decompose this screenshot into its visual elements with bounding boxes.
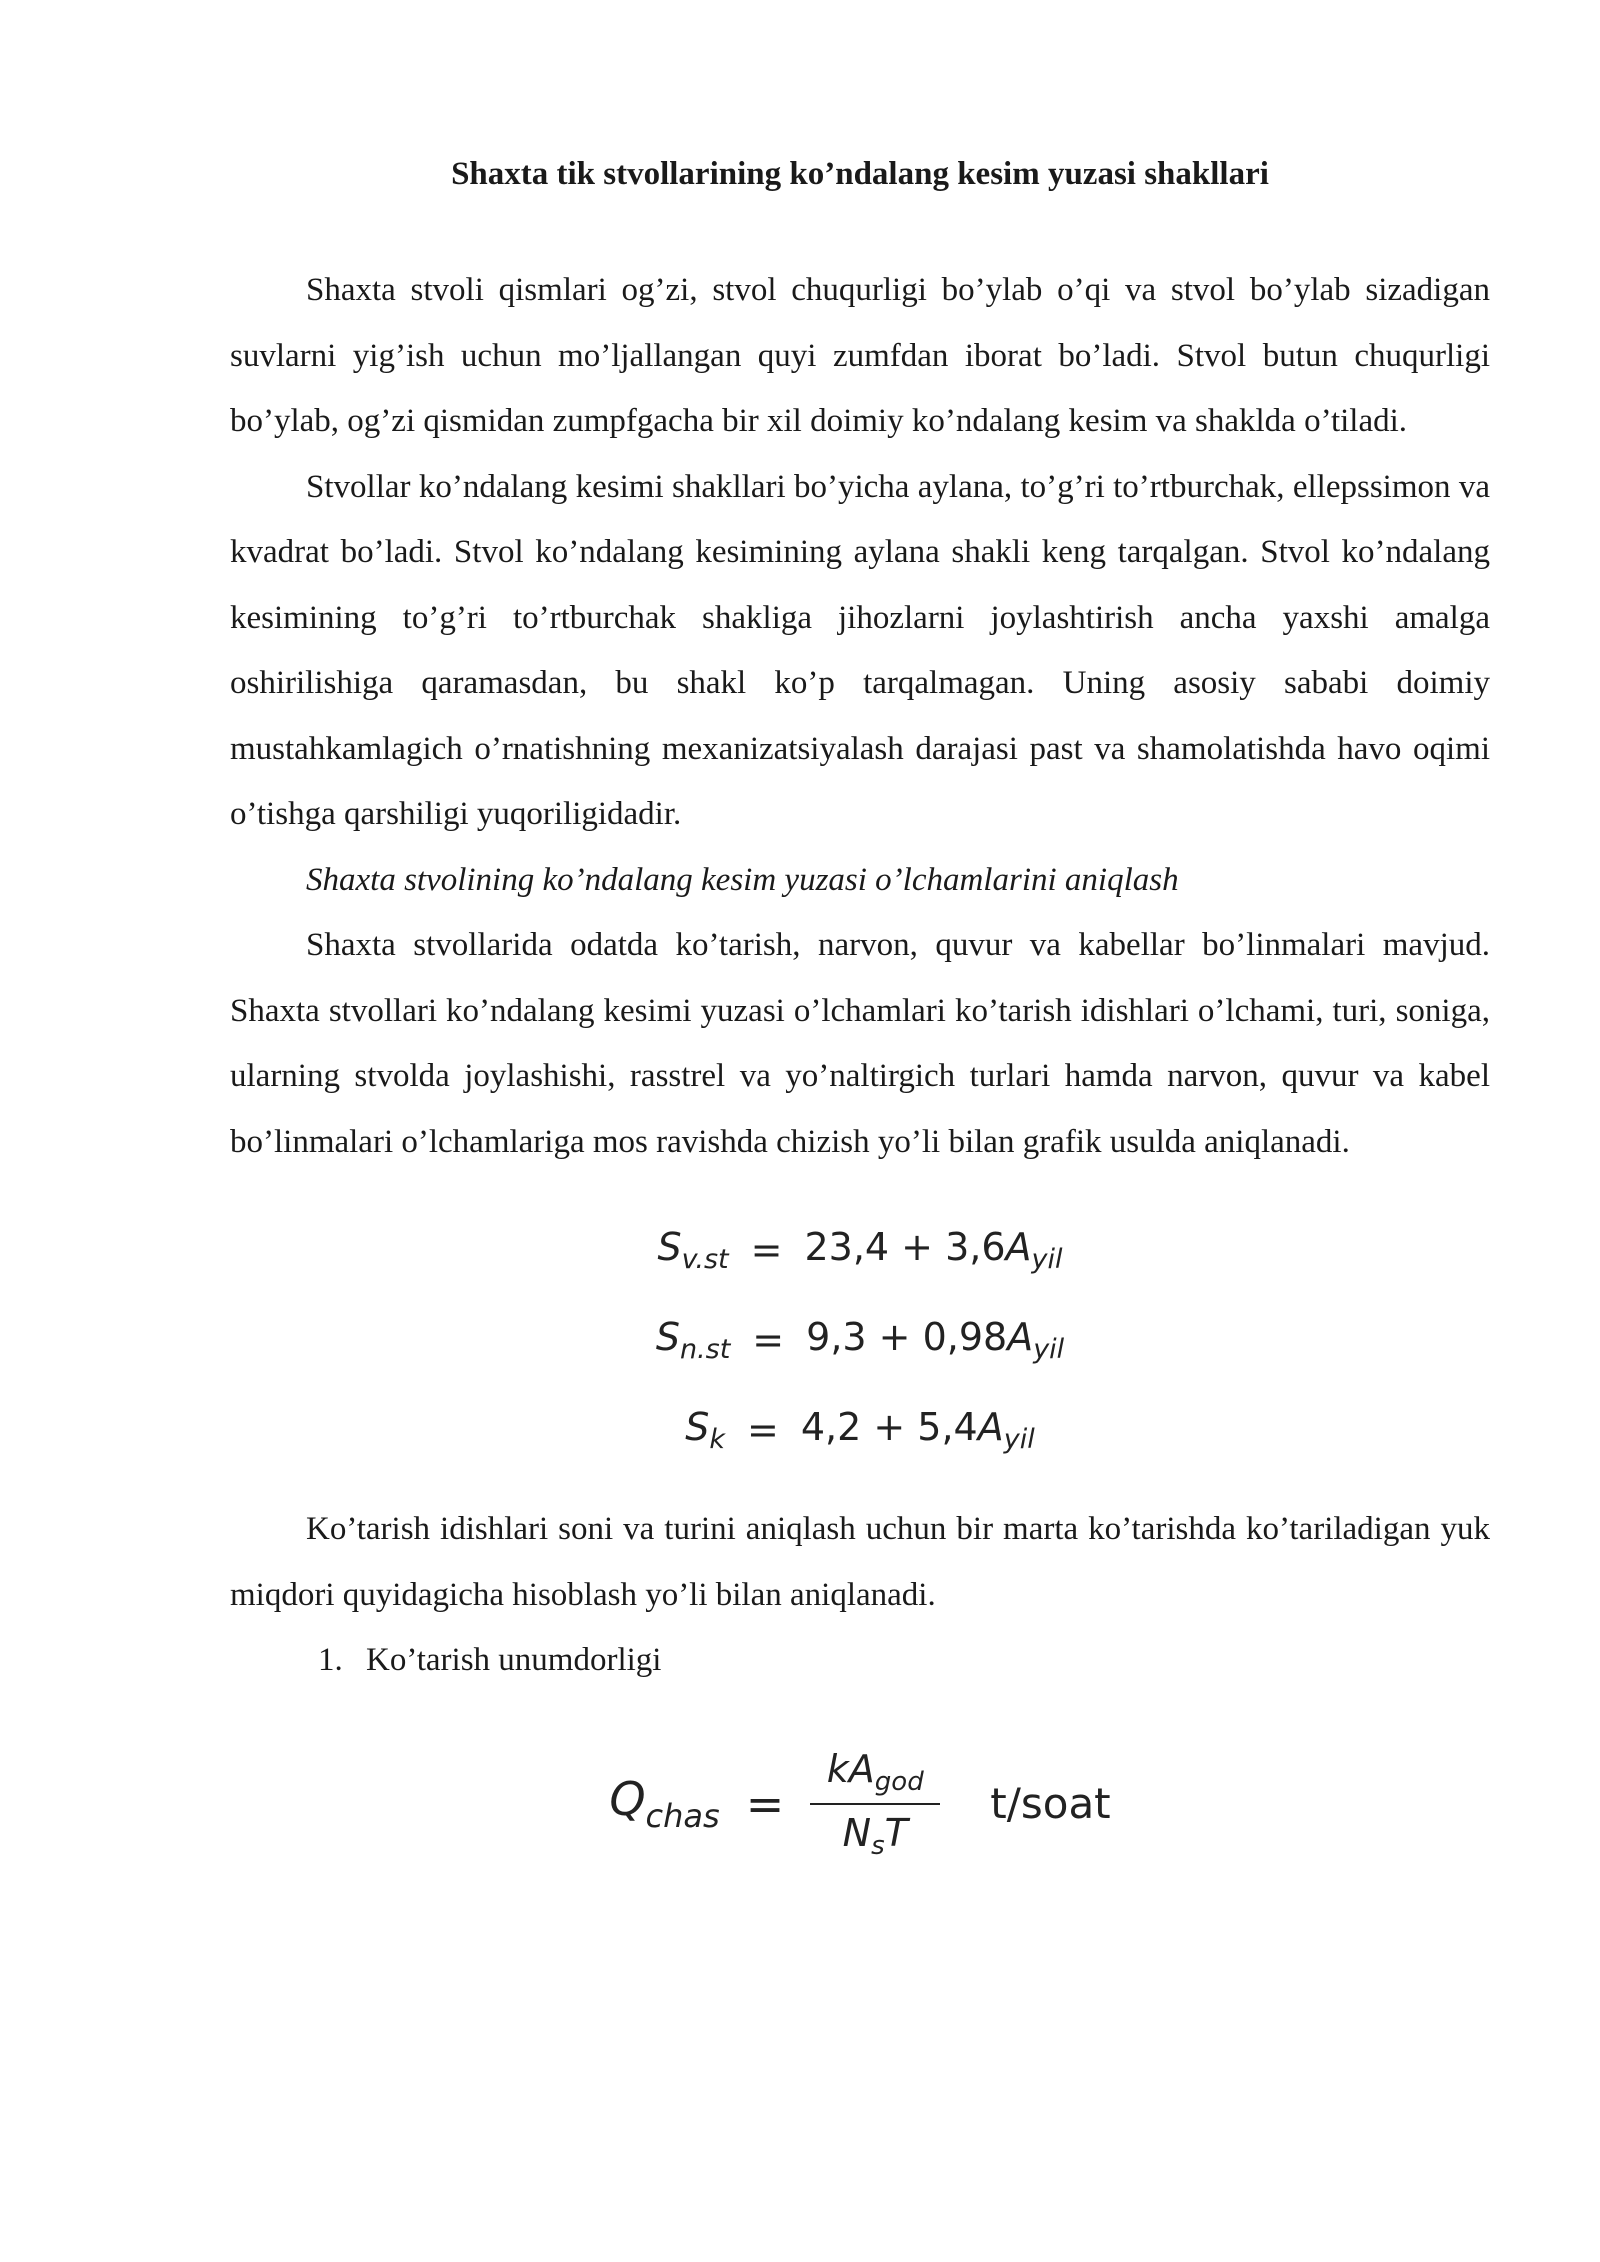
equals-sign: = xyxy=(745,1776,785,1831)
formula-rhs: $9,3 + 0,98A_{yil}$ xyxy=(806,1315,1065,1365)
formula-rhs: $23,4 + 3,6A_{yil}$ xyxy=(804,1225,1063,1275)
formula-s-vst xyxy=(230,1205,1490,1295)
formula-s-k xyxy=(230,1385,1490,1475)
document-page xyxy=(230,150,1490,1874)
list-item-1 xyxy=(318,1628,1490,1694)
equals-sign: = xyxy=(747,1408,779,1452)
formula-group xyxy=(230,1205,1490,1475)
formula-lhs: $S_{v.st}$ xyxy=(657,1225,729,1275)
paragraph-1: Shaxta stvoli qismlari og’zi, stvol chuqurligi bo’ylab o’qi va stvol bo’ylab sizadigan suvlarni yig’ish uchun mo’ljallangan quyi zumfdan iborat bo’ladi. Stvol butun chuqurligi bo’ylab, og’zi qismidan zumpfgacha bir xil doimiy ko’ndalang kesim va shaklda o’tiladi. xyxy=(230,272,1490,439)
list-text: Ko’tarish unumdorligi xyxy=(366,1642,662,1678)
equals-sign: = xyxy=(750,1228,783,1272)
document-title: Shaxta tik stvollarining ko’ndalang kesim yuzasi shakllari xyxy=(451,156,1269,192)
formula-lhs: $S_{n.st}$ xyxy=(655,1315,731,1365)
fraction xyxy=(810,1747,940,1861)
formula-s-nst xyxy=(230,1295,1490,1385)
list-number: 1. xyxy=(318,1642,343,1678)
paragraph-3: Shaxta stvollarida odatda ko’tarish, narvon, quvur va kabellar bo’linmalari mavjud. Shaxta stvollari ko’ndalang kesimi yuzasi o’lchamlari ko’tarish idishlari o’lchami, turi, soniga, ularning stvolda joylashishi, rasstrel va yo’naltirgich turlari hamda narvon, quvur va kabel bo’linmalari o’lchamlariga mos ravishda chizish yo’li bilan grafik usulda aniqlanadi. xyxy=(230,927,1490,1160)
equals-sign: = xyxy=(752,1318,785,1362)
paragraph-2: Stvollar ko’ndalang kesimi shakllari bo’yicha aylana, to’g’ri to’rtburchak, ellepssimon va kvadrat bo’ladi. Stvol ko’ndalang kesimining aylana shakli keng tarqalgan. Stvol ko’ndalang kesimining to’g’ri to’rtburchak shakliga jihozlarni joylashtirish ancha yaxshi amalga oshirilishiga qaramasdan, bu shakl ko’p tarqalmagan. Uning asosiy sababi doimiy mustahkamlagich o’rnatishning mexanizatsiyalash darajasi past va shamolatishda havo oqimi o’tishga qarshiligi yuqoriligidadir. xyxy=(230,468,1490,832)
unit-label: t/soat xyxy=(990,1779,1111,1828)
formula-rhs: $4,2 + 5,4A_{yil}$ xyxy=(800,1405,1035,1455)
subheading: Shaxta stvolining ko’ndalang kesim yuzasi o’lchamlarini aniqlash xyxy=(306,861,1179,898)
paragraph-4: Ko’tarish idishlari soni va turini aniqlash uchun bir marta ko’tarishda ko’tariladigan yuk miqdori quyidagicha hisoblash yo’li bilan aniqlanadi. xyxy=(230,1511,1490,1613)
fraction-denominator: $N_sT$ xyxy=(842,1810,908,1861)
fraction-numerator: $kA_{god}$ xyxy=(826,1746,924,1797)
formula-lhs: $S_k$ xyxy=(685,1405,726,1455)
formula-lhs: $Q_{chas}$ xyxy=(609,1772,720,1835)
formula-q-chas xyxy=(230,1734,1490,1874)
